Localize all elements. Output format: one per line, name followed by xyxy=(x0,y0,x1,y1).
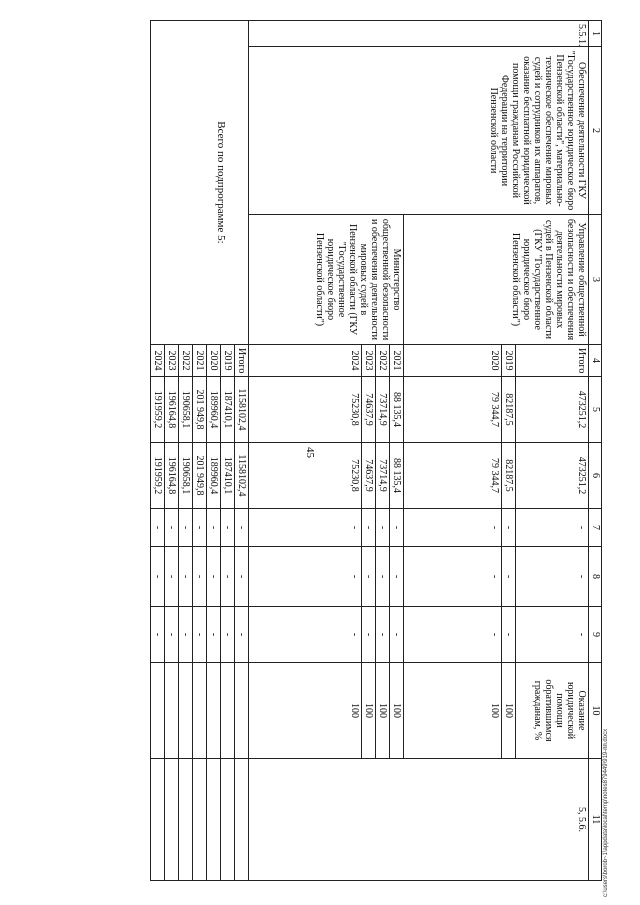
year-cell: 2022 xyxy=(179,345,193,377)
value-cell: 100 xyxy=(502,663,516,759)
value-cell: - xyxy=(502,509,516,547)
value-cell: - xyxy=(376,607,390,663)
value-cell: 1158102,4 xyxy=(235,377,249,443)
value-cell: - xyxy=(221,547,235,607)
year-cell: 2023 xyxy=(165,345,179,377)
value-cell: - xyxy=(362,509,376,547)
page-number: 45 xyxy=(304,447,316,458)
value-cell: - xyxy=(207,547,221,607)
value-cell: 100 xyxy=(376,663,390,759)
value-cell: 75230,8 xyxy=(249,377,362,443)
value-cell: 201 949,8 xyxy=(193,377,207,443)
empty-cell xyxy=(193,663,207,759)
value-cell: - xyxy=(502,607,516,663)
value-cell: 196164,8 xyxy=(165,443,179,509)
value-cell: - xyxy=(249,509,362,547)
value-cell: 201 949,8 xyxy=(193,443,207,509)
empty-cell xyxy=(151,663,165,759)
header-cell: 6 xyxy=(589,443,602,509)
value-cell: - xyxy=(249,547,362,607)
value-cell: 191959,2 xyxy=(151,377,165,443)
value-cell: - xyxy=(193,607,207,663)
value-cell: - xyxy=(179,509,193,547)
value-cell: 196164,8 xyxy=(165,377,179,443)
value-cell: - xyxy=(376,509,390,547)
value-cell: - xyxy=(207,607,221,663)
subtotal-row xyxy=(235,21,249,881)
year-cell: 2023 xyxy=(362,345,376,377)
empty-cell xyxy=(221,759,235,881)
value-cell: - xyxy=(221,607,235,663)
year-cell: 2020 xyxy=(207,345,221,377)
value-cell: - xyxy=(404,547,502,607)
year-cell: 2019 xyxy=(221,345,235,377)
empty-cell xyxy=(179,663,193,759)
indicator-header: Оказание юридической помощи обратившимся гражданам, % xyxy=(516,663,589,759)
value-cell: - xyxy=(165,607,179,663)
executor-1: Управление общественной безопасности и обеспечения деятельности мировых судей в Пензенской области (ГКУ "Государственное юридическое бюро Пензенской области") xyxy=(404,215,589,345)
value-cell: - xyxy=(390,547,404,607)
value-cell: - xyxy=(207,509,221,547)
header-cell: 4 xyxy=(589,345,602,377)
value-cell: 1158102,4 xyxy=(235,443,249,509)
value-cell: 75230,8 xyxy=(249,443,362,509)
value-cell: 82187,5 xyxy=(502,377,516,443)
empty-cell xyxy=(193,759,207,881)
value-cell: 79 344,7 xyxy=(404,443,502,509)
value-cell: - xyxy=(404,607,502,663)
year-cell: 2021 xyxy=(390,345,404,377)
header-cell: 7 xyxy=(589,509,602,547)
value-cell: - xyxy=(376,547,390,607)
value-cell: - xyxy=(165,547,179,607)
value-cell: 73714,9 xyxy=(376,443,390,509)
value-cell: 190658,1 xyxy=(179,377,193,443)
reference-cell: 5, 5.6. xyxy=(249,759,589,881)
table-row xyxy=(516,21,589,881)
empty-cell xyxy=(207,663,221,759)
value-cell: 473251,2 xyxy=(516,443,589,509)
budget-table xyxy=(150,20,602,881)
header-cell: 10 xyxy=(589,663,602,759)
value-cell: 79 344,7 xyxy=(404,377,502,443)
value-cell: - xyxy=(362,607,376,663)
row-description: Обеспечение деятельности ГКУ "Государственное юридическое бюро Пензенской области", материально-техническое обеспечение мировых судей и сотрудников их аппаратов, оказание бесплатной юридической помощи гражданам Российской Федерации на территории Пензенской области xyxy=(249,47,589,215)
subtotal-label: Всего по подпрограмме 5: xyxy=(151,21,249,345)
header-cell: 3 xyxy=(589,215,602,345)
value-cell: 189960,4 xyxy=(207,443,221,509)
value-cell: - xyxy=(516,607,589,663)
year-cell: Итого xyxy=(235,345,249,377)
value-cell: - xyxy=(235,547,249,607)
value-cell: - xyxy=(362,547,376,607)
value-cell: - xyxy=(151,509,165,547)
value-cell: - xyxy=(390,509,404,547)
value-cell: - xyxy=(390,607,404,663)
value-cell: 187410,1 xyxy=(221,443,235,509)
executor-2: Министерство общественной безопасности и обеспечения деятельности мировых судей в Пензенской области (ГКУ "Государственное юридическое бюро Пензенской области") xyxy=(249,215,404,345)
empty-cell xyxy=(235,663,249,759)
value-cell: - xyxy=(151,547,165,607)
value-cell: 473251,2 xyxy=(516,377,589,443)
value-cell: - xyxy=(179,607,193,663)
value-cell: 74637,9 xyxy=(362,443,376,509)
value-cell: 88 135,4 xyxy=(390,443,404,509)
header-cell: 1 xyxy=(589,21,602,47)
value-cell: - xyxy=(404,509,502,547)
value-cell: 100 xyxy=(390,663,404,759)
year-cell: 2021 xyxy=(193,345,207,377)
value-cell: - xyxy=(516,509,589,547)
value-cell: 191959,2 xyxy=(151,443,165,509)
value-cell: 73714,9 xyxy=(376,377,390,443)
value-cell: 100 xyxy=(362,663,376,759)
empty-cell xyxy=(165,663,179,759)
year-cell: 2024 xyxy=(151,345,165,377)
row-number: 5.5.1. xyxy=(249,21,589,47)
value-cell: 100 xyxy=(404,663,502,759)
empty-cell xyxy=(221,663,235,759)
rotated-table-container xyxy=(112,20,602,880)
value-cell: - xyxy=(235,509,249,547)
year-cell: 2022 xyxy=(376,345,390,377)
file-path-footer: c:\users\borob~1\appdata\local\temp\notes879449\919-пп.docx xyxy=(603,728,609,897)
empty-cell xyxy=(235,759,249,881)
value-cell: 82187,5 xyxy=(502,443,516,509)
value-cell: 100 xyxy=(249,663,362,759)
year-cell: 2024 xyxy=(249,345,362,377)
value-cell: - xyxy=(516,547,589,607)
header-cell: 8 xyxy=(589,547,602,607)
value-cell: 187410,1 xyxy=(221,377,235,443)
empty-cell xyxy=(165,759,179,881)
header-cell: 9 xyxy=(589,607,602,663)
value-cell: - xyxy=(221,509,235,547)
value-cell: 74637,9 xyxy=(362,377,376,443)
empty-cell xyxy=(179,759,193,881)
year-cell: 2020 xyxy=(404,345,502,377)
header-cell: 11 xyxy=(589,759,602,881)
year-cell: Итого xyxy=(516,345,589,377)
value-cell: 190658,1 xyxy=(179,443,193,509)
value-cell: - xyxy=(235,607,249,663)
value-cell: 189960,4 xyxy=(207,377,221,443)
header-cell: 2 xyxy=(589,47,602,215)
value-cell: - xyxy=(193,509,207,547)
value-cell: 88 135,4 xyxy=(390,377,404,443)
year-cell: 2019 xyxy=(502,345,516,377)
value-cell: - xyxy=(179,547,193,607)
empty-cell xyxy=(207,759,221,881)
empty-cell xyxy=(151,759,165,881)
value-cell: - xyxy=(165,509,179,547)
value-cell: - xyxy=(151,607,165,663)
value-cell: - xyxy=(193,547,207,607)
header-cell: 5 xyxy=(589,377,602,443)
value-cell: - xyxy=(502,547,516,607)
header-row xyxy=(589,21,602,881)
value-cell: - xyxy=(249,607,362,663)
